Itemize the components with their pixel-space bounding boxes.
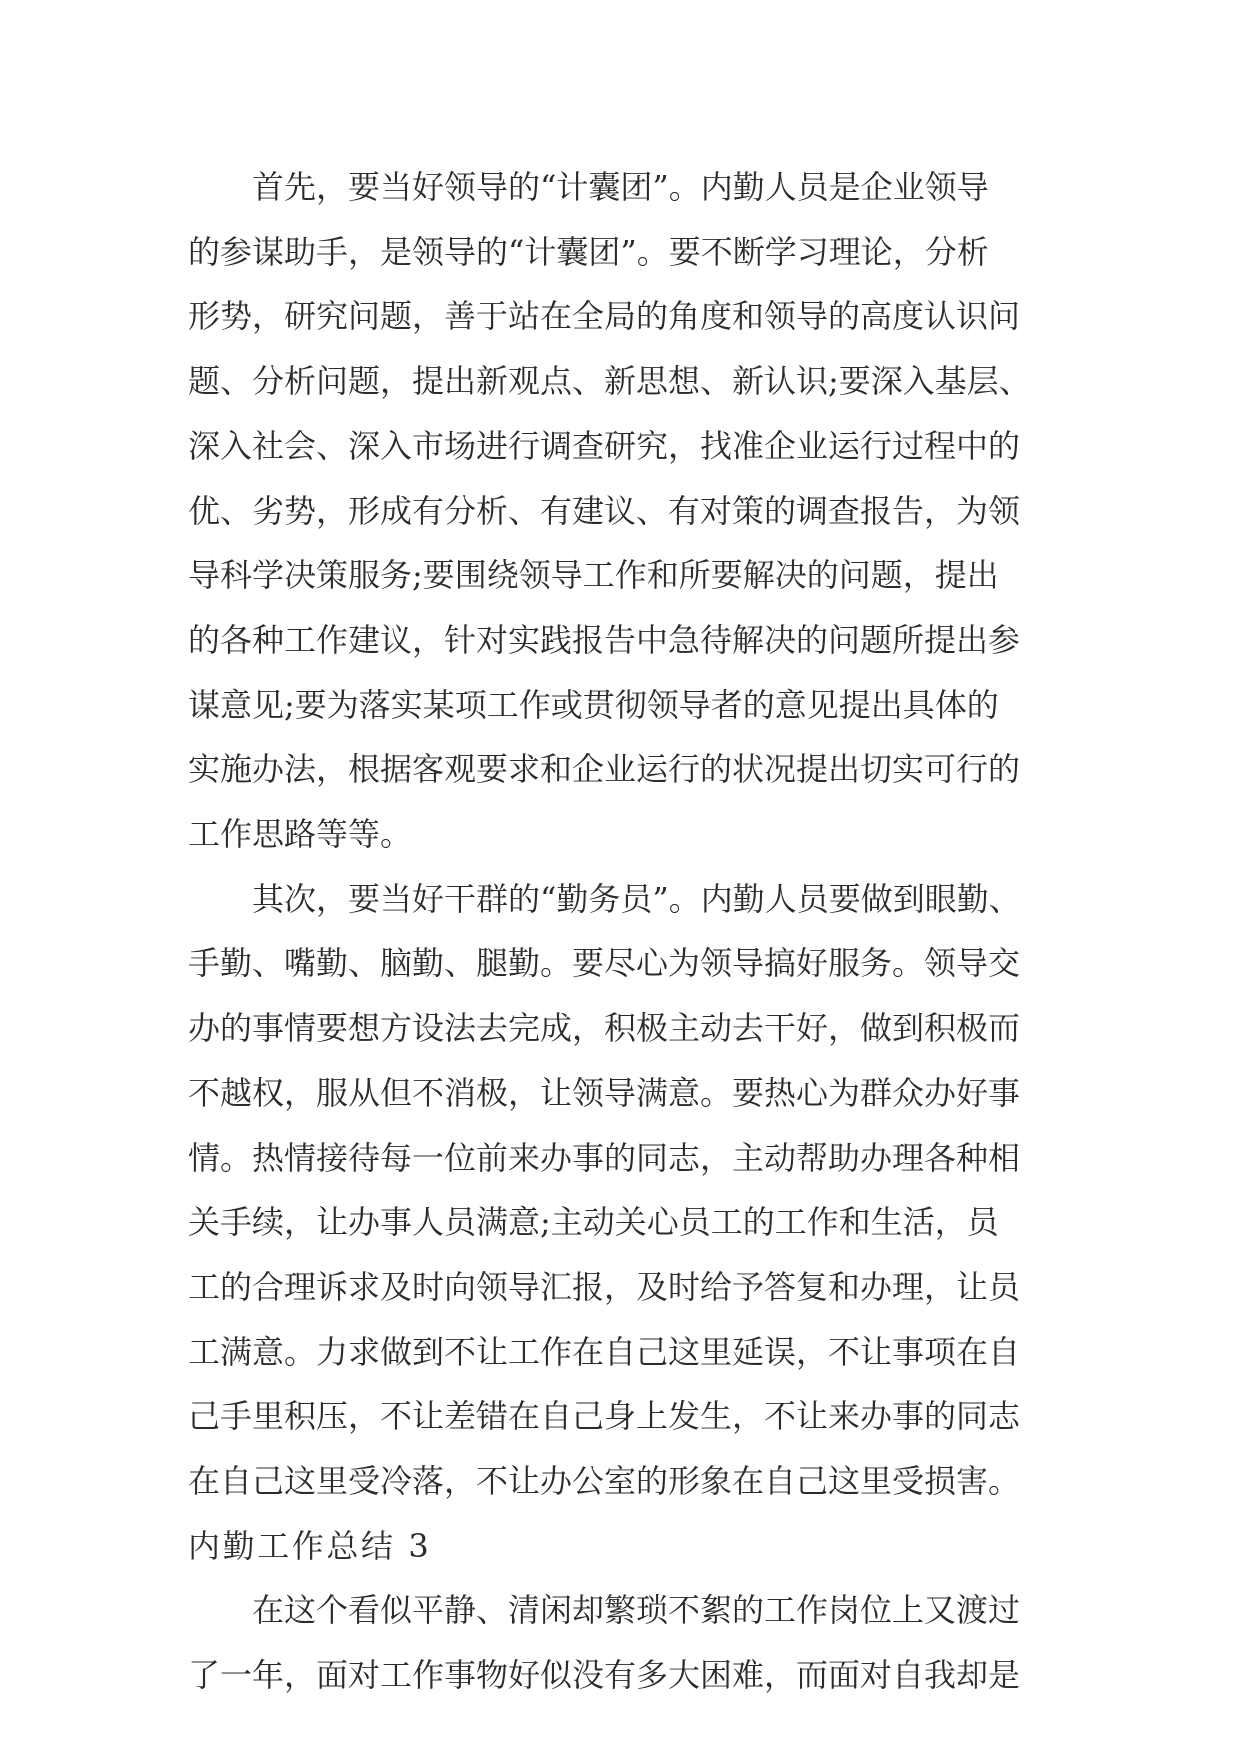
paragraph-counsel: [188, 155, 1088, 867]
text-line: 谋意见;要为落实某项工作或贯彻领导者的意见提出具体的: [188, 685, 999, 724]
text-line: 的参谋助手，是领导的“计囊团”。要不断学习理论，分析: [188, 232, 989, 271]
text-line: 导科学决策服务;要围绕领导工作和所要解决的问题，提出: [188, 556, 999, 595]
document-body: [188, 155, 1088, 1708]
text-line: 工满意。力求做到不让工作在自己这里延误，不让事项在自: [188, 1332, 1021, 1371]
text-line: 形势，研究问题，善于站在全局的角度和领导的高度认识问: [188, 297, 1021, 336]
text-line: 关手续，让办事人员满意;主动关心员工的工作和生活，员: [188, 1203, 999, 1242]
text-line: 不越权，服从但不消极，让领导满意。要热心为群众办好事: [188, 1073, 1021, 1112]
text-line: 首先，要当好领导的“计囊团”。内勤人员是企业领导: [252, 168, 989, 206]
text-line: 在自己这里受冷落，不让办公室的形象在自己这里受损害。: [188, 1462, 1021, 1501]
text-line: 在这个看似平静、清闲却繁琐不絮的工作岗位上又渡过: [252, 1591, 1021, 1630]
section-heading: 内勤工作总结 3: [188, 1526, 432, 1565]
text-line: 工的合理诉求及时向领导汇报，及时给予答复和办理，让员: [188, 1267, 1021, 1306]
text-line: 优、劣势，形成有分析、有建议、有对策的调查报告，为领: [188, 491, 1021, 530]
text-line: 工作思路等等。: [188, 815, 413, 854]
text-line: 题、分析问题，提出新观点、新思想、新认识;要深入基层、: [188, 362, 1031, 401]
text-line: 办的事情要想方设法去完成，积极主动去干好，做到积极而: [188, 1009, 1021, 1048]
paragraph-service: [188, 867, 1088, 1514]
text-line: 情。热情接待每一位前来办事的同志，主动帮助办理各种相: [188, 1138, 1021, 1177]
paragraph-year-review: [188, 1578, 1088, 1707]
text-line: 实施办法，根据客观要求和企业运行的状况提出切实可行的: [188, 750, 1021, 789]
text-line: 深入社会、深入市场进行调查研究，找准企业运行过程中的: [188, 426, 1021, 465]
text-line: 了一年，面对工作事物好似没有多大困难，而面对自我却是: [188, 1656, 1021, 1695]
text-line: 己手里积压，不让差错在自己身上发生，不让来办事的同志: [188, 1397, 1021, 1436]
text-line: 其次，要当好干群的“勤务员”。内勤人员要做到眼勤、: [252, 879, 1021, 918]
text-line: 手勤、嘴勤、脑勤、腿勤。要尽心为领导搞好服务。领导交: [188, 944, 1021, 983]
text-line: 的各种工作建议，针对实践报告中急待解决的问题所提出参: [188, 620, 1021, 659]
